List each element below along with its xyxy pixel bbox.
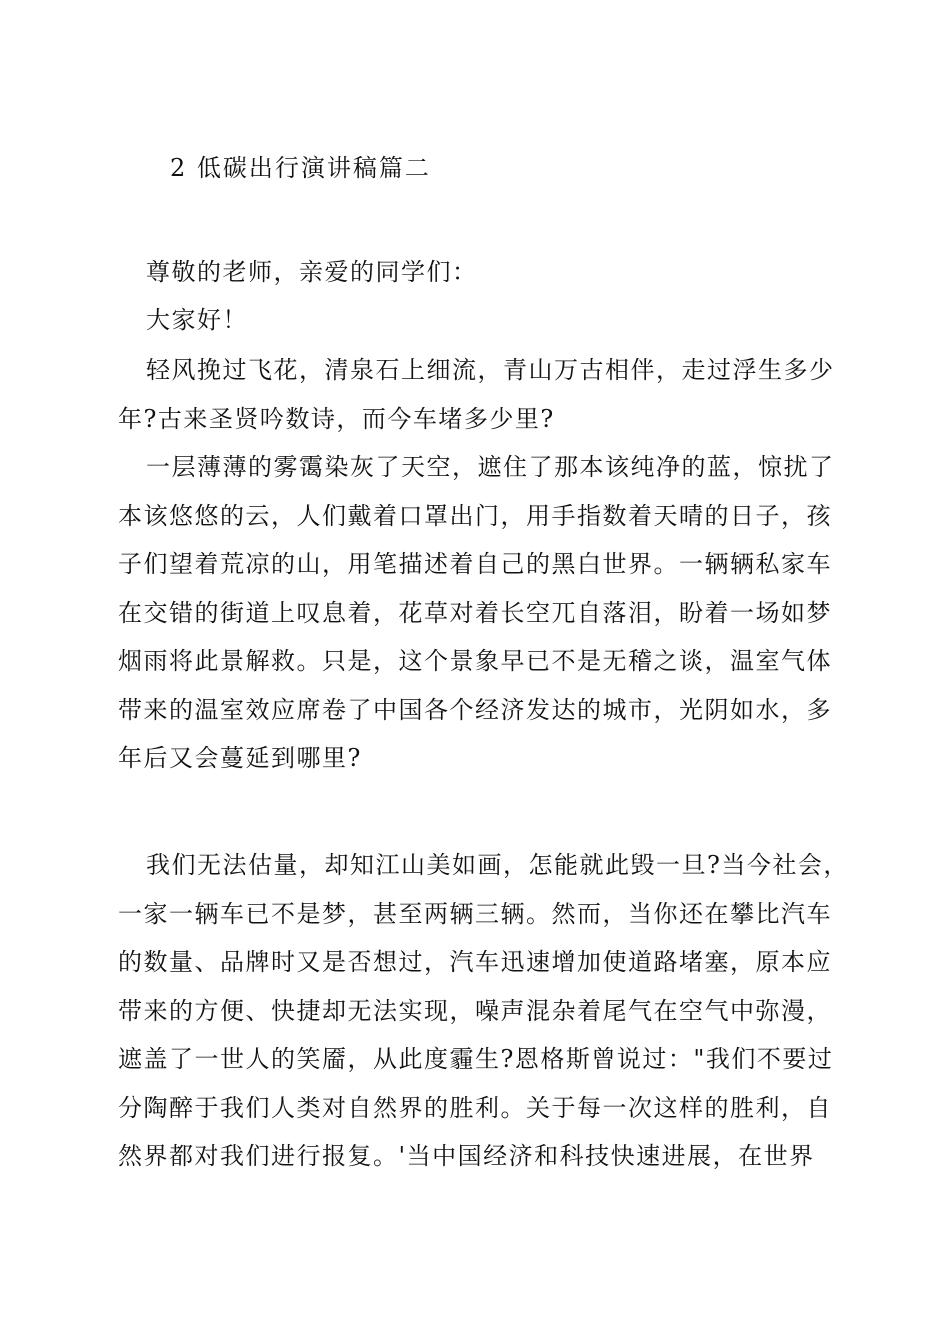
paragraph-2 — [118, 443, 838, 783]
salutation — [118, 248, 838, 297]
paragraph-line: 年后又会蔓延到哪里? — [118, 744, 362, 772]
paragraph-line: 轻风挽过飞花，清泉石上细流，青山万古相伴，走过浮生多少 — [146, 356, 835, 384]
salutation-text: 尊敬的老师，亲爱的同学们： — [146, 258, 478, 286]
greeting-text: 大家好！ — [146, 306, 248, 334]
paragraph-line: 带来的方便、快捷却无法实现，噪声混杂着尾气在空气中弥漫， — [118, 996, 832, 1025]
paragraph-line: 本该悠悠的云，人们戴着口罩出门，用手指数着天晴的日子，孩 — [118, 501, 832, 530]
paragraph-1 — [118, 346, 838, 443]
paragraph-line: 一层薄薄的雾霭染灰了天空，遮住了那本该纯净的蓝，惊扰了 — [146, 453, 835, 481]
paragraph-line: 子们望着荒凉的山，用笔描述着自己的黑白世界。一辆辆私家车 — [118, 550, 832, 578]
paragraph-line: 然界都对我们进行报复。'当中国经济和科技快速进展，在世界 — [118, 1142, 815, 1170]
paragraph-line: 遮盖了一世人的笑靥，从此度霾生?恩格斯曾说过："我们不要过 — [118, 1045, 834, 1073]
paragraph-3 — [118, 841, 849, 1181]
paragraph-line: 一家一辆车已不是梦，甚至两辆三辆。然而，当你还在攀比汽车 — [118, 899, 832, 928]
paragraph-line: 带来的温室效应席卷了中国各个经济发达的城市，光阴如水，多 — [118, 695, 832, 724]
paragraph-line: 在交错的街道上叹息着，花草对着长空兀自落泪，盼着一场如梦 — [118, 598, 832, 627]
document-title: 2 低碳出行演讲稿篇二 — [170, 154, 431, 182]
greeting — [118, 296, 838, 345]
paragraph-line: 烟雨将此景解救。只是，这个景象早已不是无稽之谈，温室气体 — [118, 647, 832, 675]
paragraph-line: 的数量、品牌时又是否想过，汽车迅速增加使道路堵塞，原本应 — [118, 948, 832, 976]
paragraph-line: 我们无法估量，却知江山美如画，怎能就此毁一旦?当今社会， — [146, 851, 849, 879]
paragraph-line: 年?古来圣贤吟数诗，而今车堵多少里? — [118, 404, 555, 433]
paragraph-line: 分陶醉于我们人类对自然界的胜利。关于每一次这样的胜利，自 — [118, 1093, 832, 1122]
